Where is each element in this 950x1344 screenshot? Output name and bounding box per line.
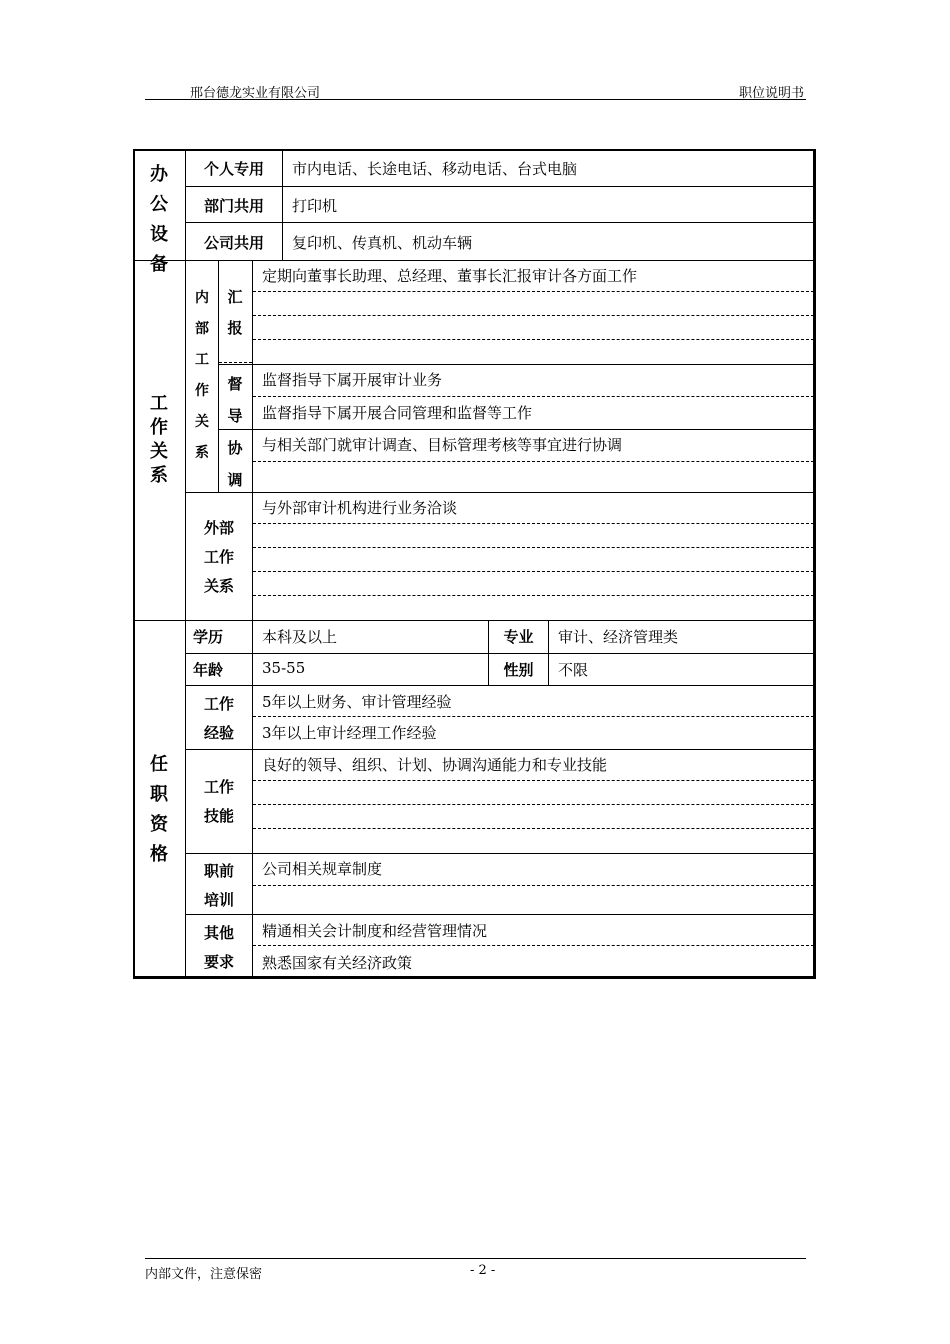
- experience-line: 3年以上审计经理工作经验: [262, 724, 437, 742]
- relations-section-label: 工作关系: [150, 393, 168, 486]
- external-relations-label: [186, 514, 252, 601]
- page-number: - 2 -: [470, 1263, 496, 1278]
- skills-label: 工作技能: [203, 778, 234, 825]
- dashed-line: [253, 339, 814, 340]
- education-value: 本科及以上: [262, 628, 338, 646]
- external-line: 与外部审计机构进行业务洽谈: [262, 499, 458, 517]
- company-name: 邢台德龙实业有限公司: [190, 86, 321, 101]
- other-line: 熟悉国家有关经济政策: [262, 954, 413, 972]
- dashed-line: [253, 945, 814, 946]
- col-divider-content: [252, 260, 253, 620]
- other-label-cell: [186, 919, 252, 977]
- supervise-line: 监督指导下属开展审计业务: [262, 371, 443, 389]
- row-line: [185, 914, 815, 915]
- gender-value: 不限: [558, 661, 589, 679]
- experience-line: 5年以上财务、审计管理经验: [262, 693, 452, 711]
- dashed-line: [253, 804, 814, 805]
- supervise-line: 监督指导下属开展合同管理和监督等工作: [262, 404, 533, 422]
- other-line: 精通相关会计制度和经营管理情况: [262, 922, 488, 940]
- office-row-value: 市内电话、长途电话、移动电话、台式电脑: [292, 160, 578, 178]
- gender-label: 性别: [503, 661, 534, 679]
- confidential-note: 内部文件，注意保密: [145, 1267, 263, 1282]
- row-line: [185, 492, 815, 493]
- coordinate-label: 协调: [227, 439, 243, 489]
- header-rule: [145, 99, 806, 100]
- document-title: 职位说明书: [738, 86, 804, 101]
- dashed-line: [219, 362, 252, 363]
- section-line: [134, 620, 815, 621]
- coordinate-line: 与相关部门就审计调查、目标管理考核等事宜进行协调: [262, 436, 623, 454]
- office-row-value: 复印机、传真机、机动车辆: [292, 234, 473, 252]
- dashed-line: [253, 595, 814, 596]
- major-label: 专业: [503, 628, 534, 646]
- training-line: 公司相关规章制度: [262, 860, 383, 878]
- office-row-label: 个人专用: [203, 160, 264, 178]
- major-value: 审计、经济管理类: [558, 628, 679, 646]
- experience-label-cell: [186, 690, 252, 748]
- age-label: 年龄: [193, 661, 224, 679]
- row-line: [185, 186, 815, 187]
- dashed-line: [253, 828, 814, 829]
- office-row-label: 公司共用: [203, 234, 264, 252]
- col-divider-content: [252, 620, 253, 978]
- dashed-line: [253, 291, 814, 292]
- age-value: 35-55: [262, 659, 306, 677]
- report-label: 汇报: [227, 288, 243, 337]
- dashed-line: [253, 780, 814, 781]
- training-label: 职前培训: [203, 862, 234, 909]
- other-label: 其他要求: [203, 924, 234, 971]
- footer-rule: [145, 1258, 806, 1259]
- skills-label-cell: [186, 773, 252, 831]
- dashed-line: [253, 523, 814, 524]
- report-line: 定期向董事长助理、总经理、董事长汇报审计各方面工作: [262, 267, 638, 285]
- row-line: [218, 364, 815, 365]
- office-section-label: 办公设备: [150, 164, 168, 275]
- dashed-line: [253, 716, 814, 717]
- row-line: [185, 685, 815, 686]
- dashed-line: [253, 885, 814, 886]
- dashed-line: [253, 461, 814, 462]
- dashed-line: [253, 396, 814, 397]
- dashed-line: [253, 315, 814, 316]
- external-relations-text: 外部工作关系: [203, 519, 234, 595]
- experience-label: 工作经验: [203, 695, 234, 742]
- office-row-value: 打印机: [292, 197, 338, 215]
- col-divider-office: [282, 150, 283, 260]
- qualification-section-label: 任职资格: [150, 754, 168, 865]
- dashed-line: [253, 571, 814, 572]
- office-row-label: 部门共用: [203, 197, 264, 215]
- dashed-line: [253, 547, 814, 548]
- row-line: [185, 222, 815, 223]
- row-line: [218, 429, 815, 430]
- row-line: [185, 653, 815, 654]
- training-label-cell: [186, 857, 252, 915]
- internal-relations-label: 内部工作关系: [195, 290, 209, 461]
- skills-line: 良好的领导、组织、计划、协调沟通能力和专业技能: [262, 756, 608, 774]
- supervise-label: 督导: [227, 375, 243, 425]
- row-line: [185, 749, 815, 750]
- col-divider-internal: [218, 260, 219, 492]
- section-line: [134, 260, 815, 261]
- row-line: [185, 853, 815, 854]
- education-label: 学历: [193, 628, 224, 646]
